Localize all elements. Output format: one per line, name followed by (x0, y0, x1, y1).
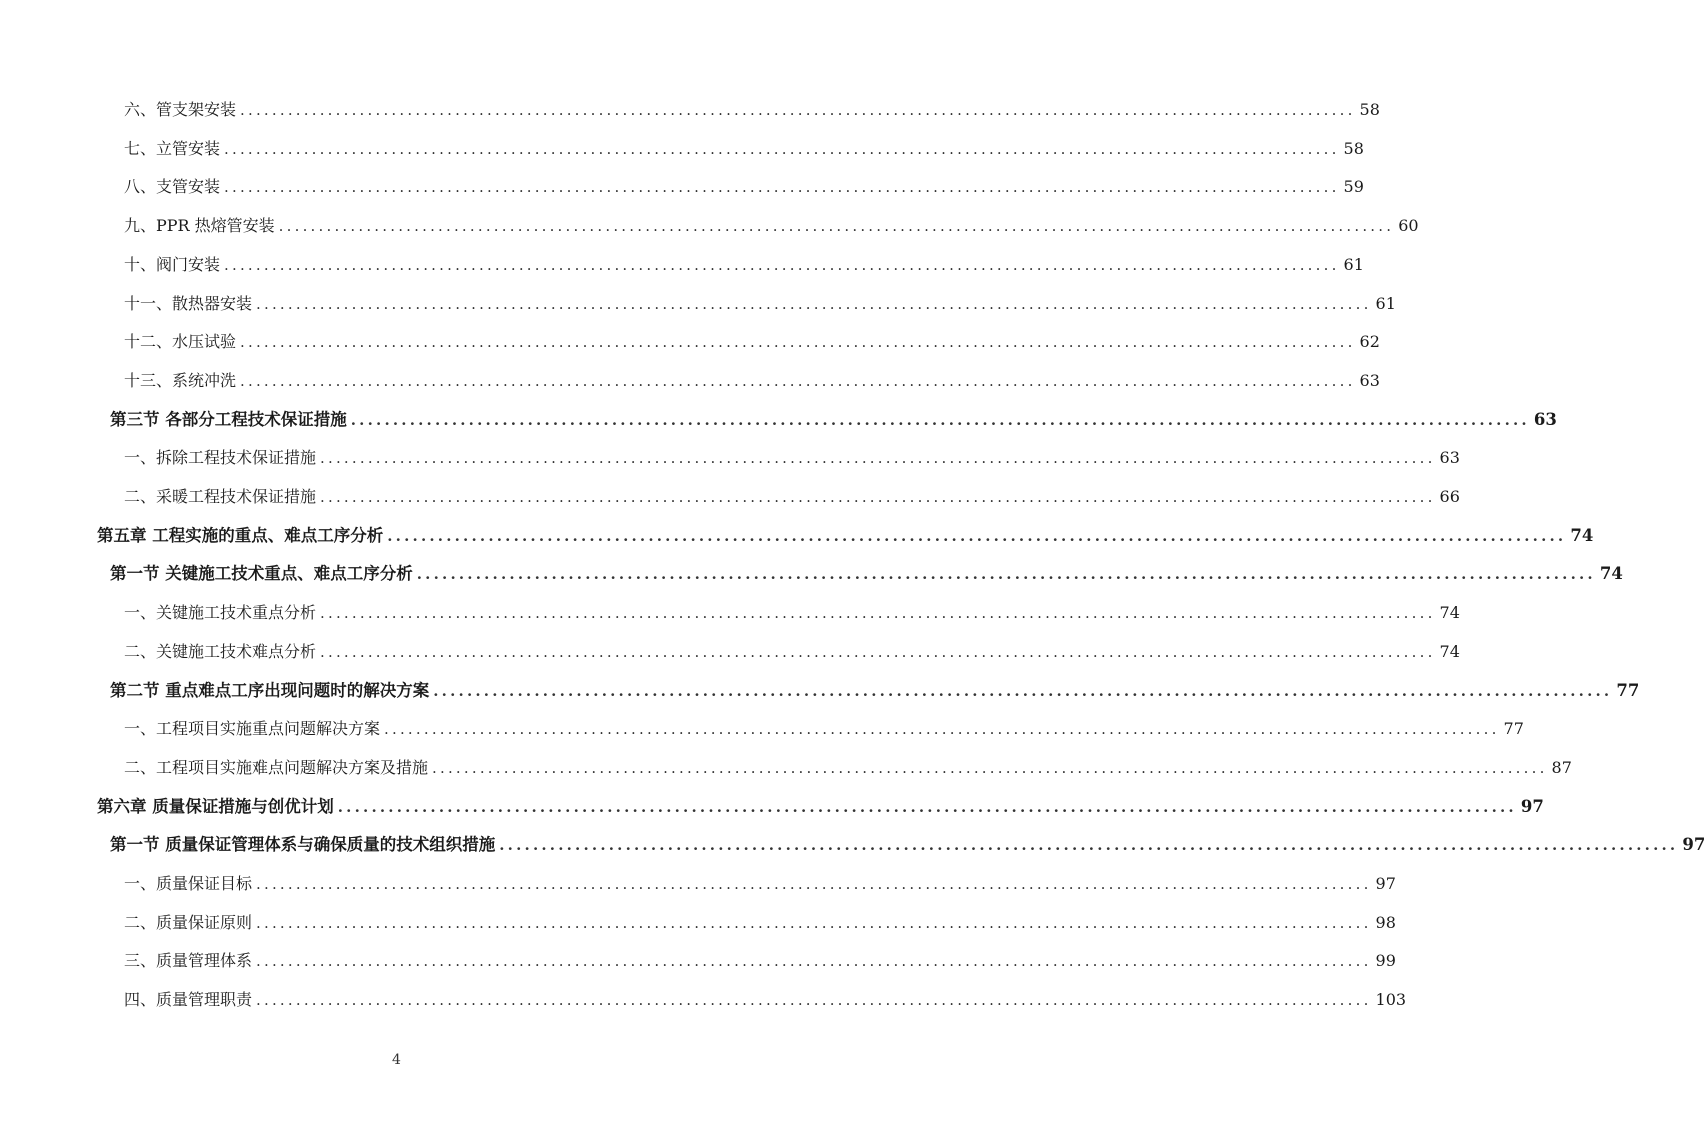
toc-leader-dots: ............................................................................................................................................ (256, 295, 1372, 313)
toc-leader-dots: ............................................................................................................................................ (350, 411, 1530, 429)
toc-entry[interactable] (124, 444, 1460, 472)
toc-entry[interactable] (110, 677, 1640, 705)
toc-leader-dots: ............................................................................................................................................ (256, 991, 1372, 1009)
toc-entry-page: 98 (1375, 913, 1396, 932)
toc-leader-dots: ............................................................................................................................................ (320, 604, 1436, 622)
toc-leader-dots: ............................................................................................................................................ (432, 759, 1548, 777)
toc-entry[interactable] (124, 986, 1407, 1014)
toc-entry-title: 十一、散热器安装 (124, 294, 253, 313)
toc-leader-dots: ............................................................................................................................................ (384, 720, 1500, 738)
toc-leader-dots: ............................................................................................................................................ (224, 256, 1340, 274)
toc-entry-title: 二、工程项目实施难点问题解决方案及措施 (124, 758, 429, 777)
toc-leader-dots: ............................................................................................................................................ (433, 682, 1613, 700)
toc-leader-dots: ............................................................................................................................................ (240, 101, 1356, 119)
toc-entry-title: 八、支管安装 (124, 177, 221, 196)
toc-leader-dots: ............................................................................................................................................ (240, 333, 1356, 351)
toc-entry-page: 97 (1682, 835, 1705, 854)
toc-entry-page: 87 (1551, 758, 1572, 777)
toc-entry-title: 三、质量管理体系 (124, 951, 253, 970)
toc-entry-title: 九、PPR 热熔管安装 (124, 216, 275, 235)
toc-entry-title: 七、立管安装 (124, 139, 221, 158)
toc-entry[interactable] (110, 560, 1623, 588)
toc-entry[interactable] (124, 290, 1396, 318)
toc-entry-title: 第五章 工程实施的重点、难点工序分析 (97, 526, 384, 545)
toc-entry-title: 二、质量保证原则 (124, 913, 253, 932)
toc-entry-page: 97 (1375, 874, 1396, 893)
toc-entry[interactable] (124, 909, 1396, 937)
toc-entry-page: 61 (1375, 294, 1396, 313)
toc-entry[interactable] (124, 870, 1396, 898)
toc-entry-title: 十三、系统冲洗 (124, 371, 237, 390)
toc-entry[interactable] (110, 406, 1557, 434)
toc-leader-dots: ............................................................................................................................................ (320, 449, 1436, 467)
toc-entry-page: 74 (1570, 526, 1594, 545)
toc-entry-page: 77 (1616, 681, 1640, 700)
toc-entry-title: 一、质量保证目标 (124, 874, 253, 893)
page-number: 4 (392, 1052, 401, 1068)
toc-entry-title: 二、采暖工程技术保证措施 (124, 487, 317, 506)
toc-leader-dots: ............................................................................................................................................ (320, 488, 1436, 506)
toc-entry-page: 77 (1503, 719, 1524, 738)
toc-entry[interactable] (124, 328, 1380, 356)
toc-leader-dots: ............................................................................................................................................ (387, 527, 1567, 545)
toc-entry[interactable] (124, 715, 1524, 743)
toc-entry-title: 一、工程项目实施重点问题解决方案 (124, 719, 381, 738)
toc-leader-dots: ............................................................................................................................................ (256, 875, 1372, 893)
toc-entry-title: 四、质量管理职责 (124, 990, 253, 1009)
toc-entry-title: 第二节 重点难点工序出现问题时的解决方案 (110, 681, 430, 700)
toc-entry[interactable] (97, 522, 1594, 550)
toc-entry-page: 103 (1375, 990, 1407, 1009)
toc-entry-page: 63 (1439, 448, 1460, 467)
toc-entry-title: 十、阀门安装 (124, 255, 221, 274)
toc-entry-page: 63 (1533, 410, 1557, 429)
toc-entry-page: 58 (1359, 100, 1380, 119)
toc-entry-page: 99 (1375, 951, 1396, 970)
toc-entry-title: 第一节 关键施工技术重点、难点工序分析 (110, 564, 413, 583)
toc-entry-page: 60 (1398, 216, 1419, 235)
toc-entry-page: 62 (1359, 332, 1380, 351)
toc-leader-dots: ............................................................................................................................................ (224, 178, 1340, 196)
toc-entry[interactable] (124, 638, 1460, 666)
toc-entry-page: 58 (1343, 139, 1364, 158)
toc-entry-title: 第一节 质量保证管理体系与确保质量的技术组织措施 (110, 835, 496, 854)
toc-entry-page: 74 (1439, 642, 1460, 661)
toc-entry[interactable] (97, 793, 1544, 821)
toc-entry[interactable] (124, 173, 1364, 201)
toc-leader-dots: ............................................................................................................................................ (416, 565, 1596, 583)
toc-leader-dots: ............................................................................................................................................ (256, 914, 1372, 932)
toc-leader-dots: ............................................................................................................................................ (240, 372, 1356, 390)
toc-leader-dots: ............................................................................................................................................ (499, 836, 1679, 854)
toc-entry-page: 74 (1599, 564, 1623, 583)
toc-entry[interactable] (124, 251, 1364, 279)
toc-entry-title: 十二、水压试验 (124, 332, 237, 351)
toc-leader-dots: ............................................................................................................................................ (320, 643, 1436, 661)
toc-entry[interactable] (124, 367, 1380, 395)
toc-entry-page: 66 (1439, 487, 1460, 506)
toc-entry-title: 六、管支架安装 (124, 100, 237, 119)
toc-entry[interactable] (124, 135, 1364, 163)
toc-entry-title: 一、关键施工技术重点分析 (124, 603, 317, 622)
toc-entry[interactable] (110, 831, 1705, 859)
toc-leader-dots: ............................................................................................................................................ (278, 217, 1395, 235)
toc-entry[interactable] (124, 483, 1460, 511)
toc-entry[interactable] (124, 212, 1419, 240)
toc-leader-dots: ............................................................................................................................................ (224, 140, 1340, 158)
toc-entry[interactable] (124, 947, 1396, 975)
toc-leader-dots: ............................................................................................................................................ (337, 798, 1517, 816)
toc-entry-page: 97 (1520, 797, 1544, 816)
toc-entry-title: 一、拆除工程技术保证措施 (124, 448, 317, 467)
toc-entry-page: 59 (1343, 177, 1364, 196)
toc-entry-page: 61 (1343, 255, 1364, 274)
toc-entry[interactable] (124, 754, 1572, 782)
toc-entry-title: 第三节 各部分工程技术保证措施 (110, 410, 347, 429)
toc-entry-page: 74 (1439, 603, 1460, 622)
toc-entry[interactable] (124, 96, 1380, 124)
toc-entry-title: 第六章 质量保证措施与创优计划 (97, 797, 334, 816)
toc-entry-title: 二、关键施工技术难点分析 (124, 642, 317, 661)
toc-leader-dots: ............................................................................................................................................ (256, 952, 1372, 970)
toc-entry-page: 63 (1359, 371, 1380, 390)
toc-entry[interactable] (124, 599, 1460, 627)
